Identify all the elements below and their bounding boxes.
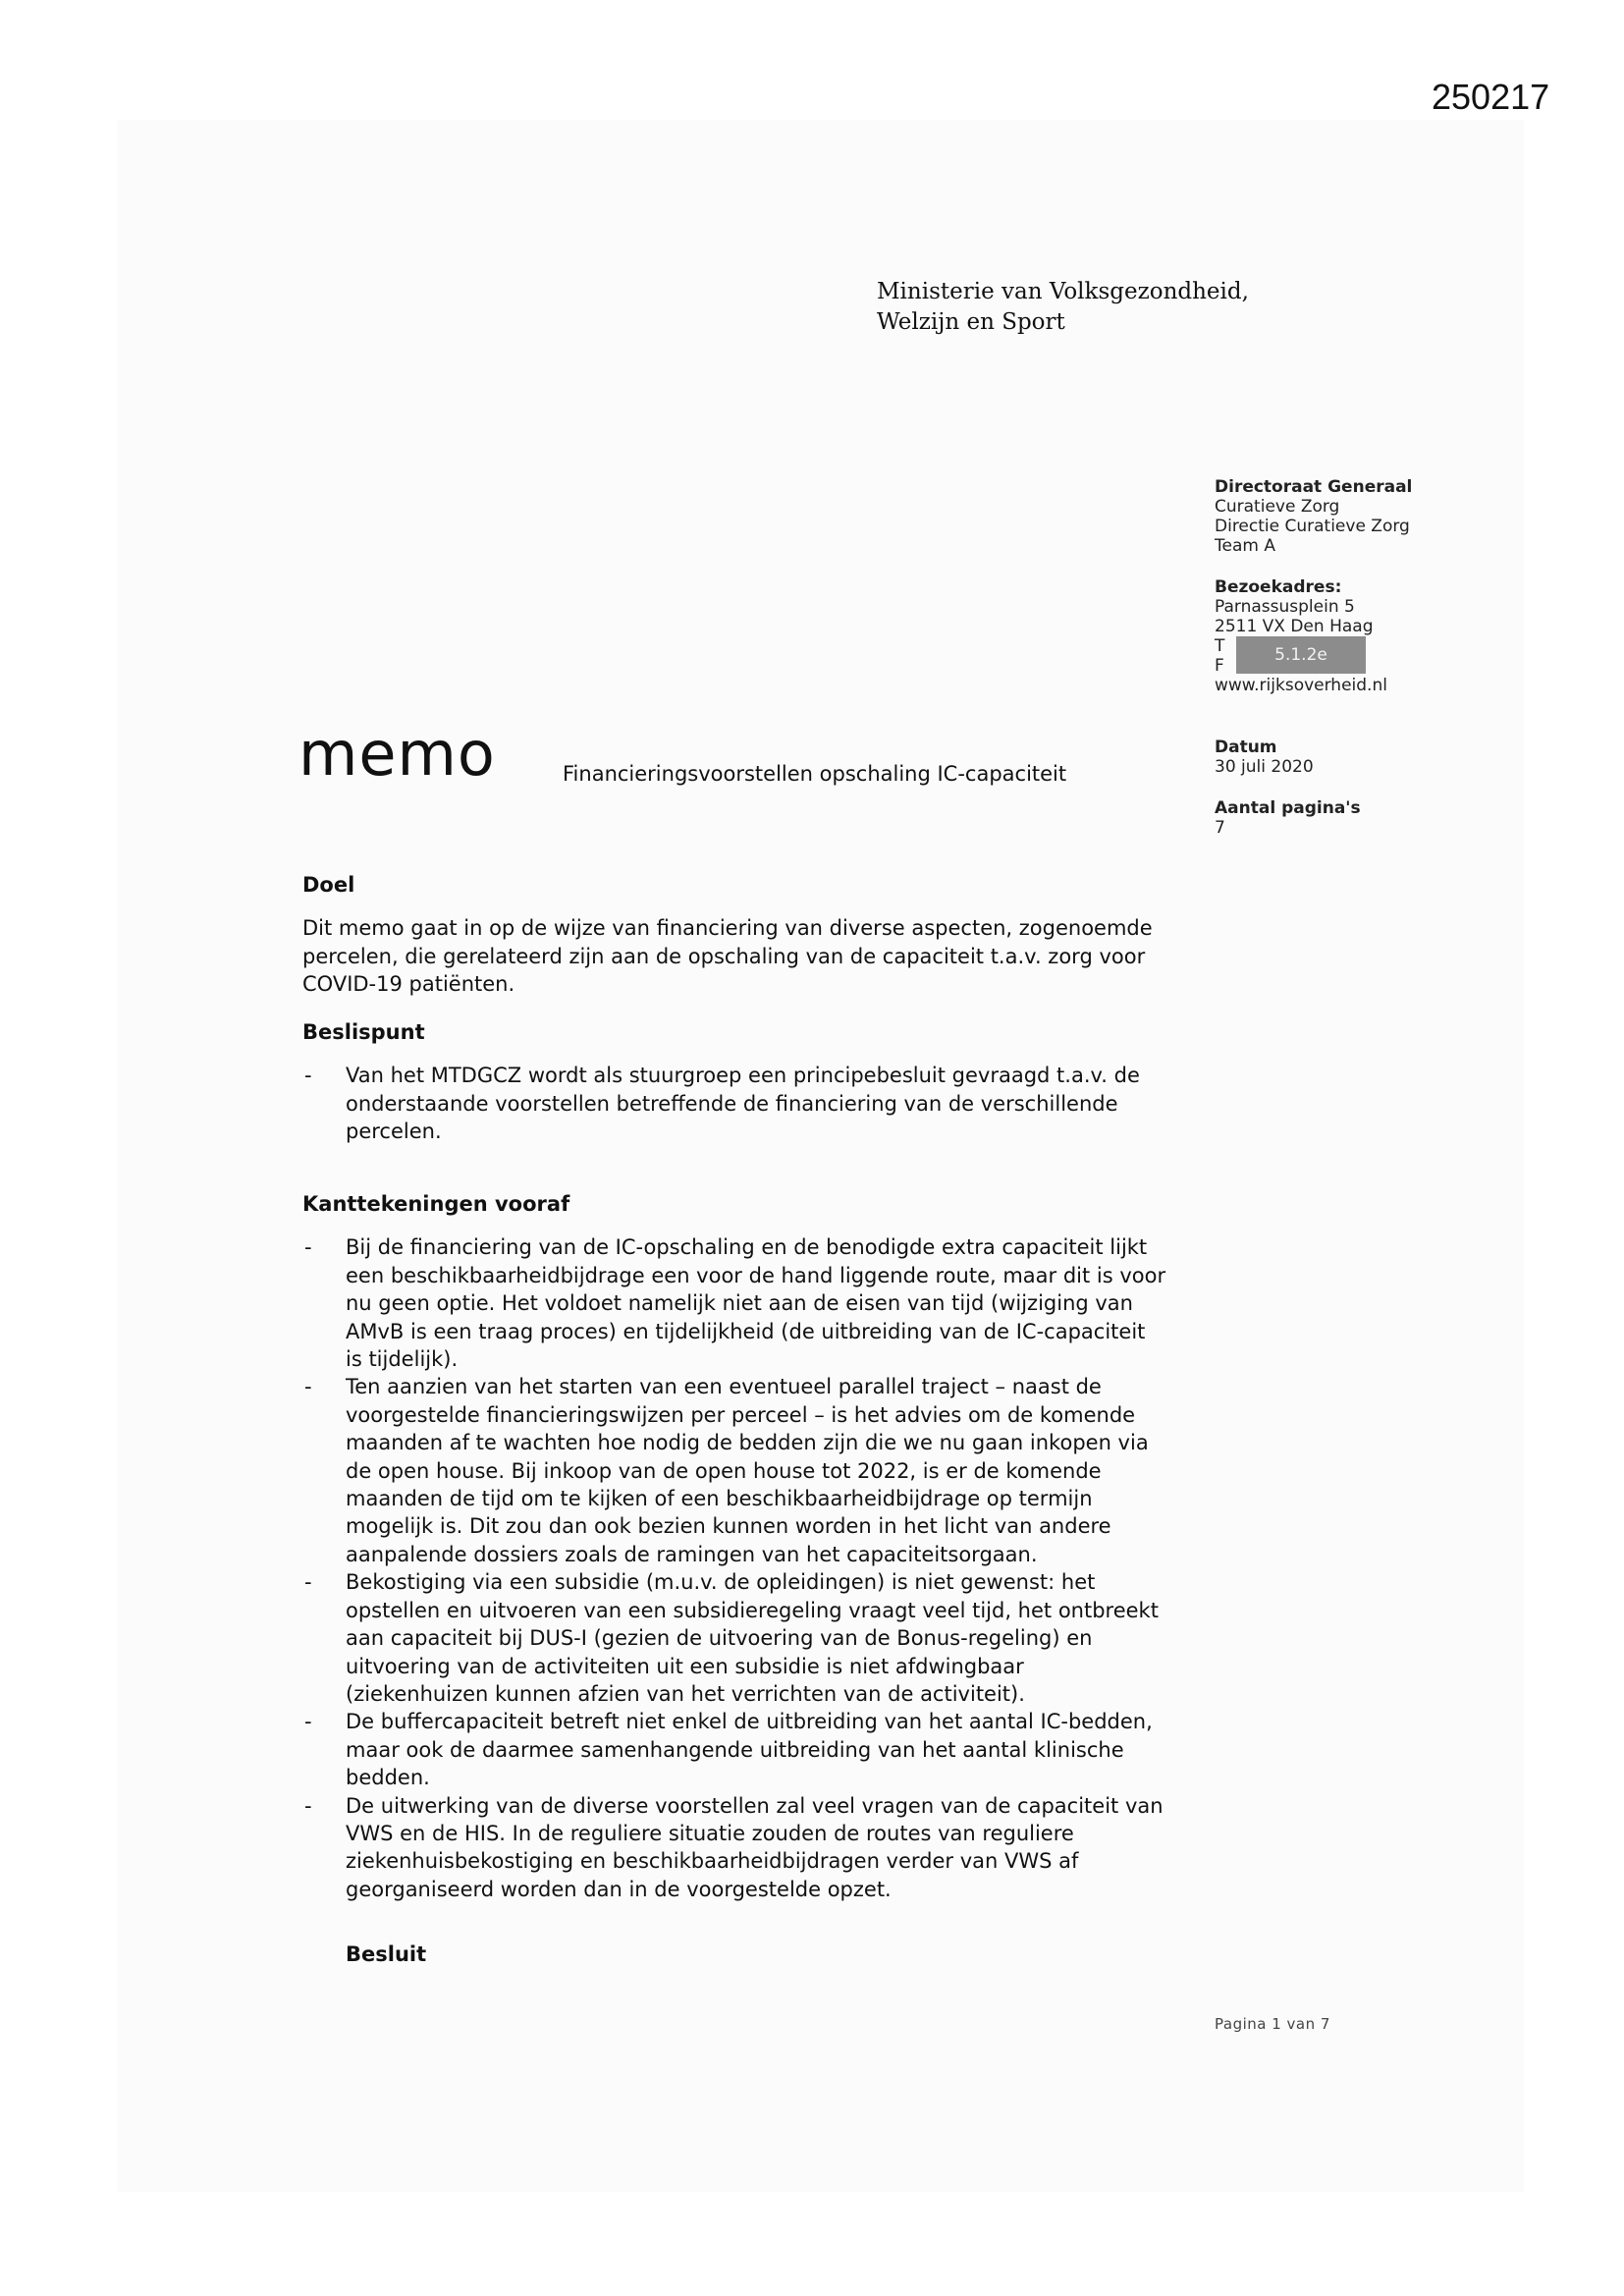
website-link[interactable]: www.rijksoverheid.nl: [1215, 676, 1387, 695]
beslispunt-heading: Beslispunt: [302, 1020, 425, 1044]
bullet-dash: -: [304, 1235, 312, 1260]
sidebar-date: [1215, 738, 1440, 777]
doel-heading: Doel: [302, 873, 355, 897]
ministry-line-2: Welzijn en Sport: [877, 309, 1065, 335]
section-besluit: [346, 1941, 1249, 1968]
list-line: uitvoering van de activiteiten uit een subsidie is niet afdwingbaar: [346, 1654, 1024, 1678]
list-line: Bekostiging via een subsidie (m.u.v. de opleidingen) is niet gewenst: het: [346, 1570, 1096, 1595]
document-number: 250217: [1432, 77, 1550, 117]
bullet-dash: -: [304, 1064, 312, 1088]
bullet-dash: -: [304, 1793, 312, 1818]
memo-subject: Financieringsvoorstellen opschaling IC-capaciteit: [563, 762, 1067, 786]
paragraph-line: COVID-19 patiënten.: [302, 972, 515, 997]
fax-prefix: F: [1215, 656, 1224, 676]
pages-label: Aantal pagina's: [1215, 798, 1361, 818]
list-line: De buffercapaciteit betreft niet enkel de uitbreiding van het aantal IC-bedden,: [346, 1710, 1153, 1734]
list-line: AMvB is een traag proces) en tijdelijkheid (de uitbreiding van de IC-capaciteit: [346, 1319, 1146, 1343]
list-line: maanden de tijd om te kijken of een beschikbaarheidbijdrage op termijn: [346, 1487, 1093, 1511]
phone-row: [1215, 636, 1440, 665]
org-label: Directoraat Generaal: [1215, 477, 1413, 497]
list-line: opstellen en uitvoeren van een subsidieregeling vraagt veel tijd, het ontbreekt: [346, 1598, 1159, 1622]
section-kanttekeningen: [302, 1190, 1206, 1903]
list-line: aanpalende dossiers zoals de ramingen van het capaciteitsorgaan.: [346, 1542, 1038, 1566]
list-line: De uitwerking van de diverse voorstellen zal veel vragen van de capaciteit van: [346, 1793, 1164, 1818]
bullet-dash: -: [304, 1375, 312, 1399]
paragraph-line: Dit memo gaat in op de wijze van financiering van diverse aspecten, zogenoemde: [302, 916, 1153, 941]
list-line: de open house. Bij inkoop van de open house tot 2022, is er de komende: [346, 1458, 1102, 1483]
org-line: Team A: [1215, 536, 1275, 556]
list-line: ziekenhuisbekostiging en beschikbaarheidbijdragen verder van VWS af: [346, 1849, 1079, 1874]
sidebar-organisation: [1215, 477, 1440, 556]
list-line: een beschikbaarheidbijdrage een voor de hand liggende route, maar dit is voor: [346, 1263, 1166, 1287]
section-doel: [302, 871, 1206, 999]
list-line: bedden.: [346, 1766, 430, 1790]
list-item: [302, 1062, 1206, 1145]
list-item: [302, 1233, 1206, 1373]
ministry-logo-text: [877, 277, 1249, 338]
list-line: (ziekenhuizen kunnen afzien van het verrichten van de activiteit).: [346, 1681, 1025, 1706]
list-line: VWS en de HIS. In de reguliere situatie zouden de routes van reguliere: [346, 1821, 1074, 1845]
phone-prefix: T: [1215, 636, 1225, 656]
paragraph-line: percelen, die gerelateerd zijn aan de opschaling van de capaciteit t.a.v. zorg voor: [302, 944, 1146, 968]
list-line: maar ook de daarmee samenhangende uitbreiding van het aantal klinische: [346, 1737, 1124, 1762]
list-line: georganiseerd worden dan in de voorgestelde opzet.: [346, 1877, 892, 1901]
list-line: mogelijk is. Dit zou dan ook bezien kunnen worden in het licht van andere: [346, 1514, 1111, 1539]
page-footer: Pagina 1 van 7: [1215, 2015, 1330, 2033]
org-line: Directie Curatieve Zorg: [1215, 517, 1410, 536]
list-line: Van het MTDGCZ wordt als stuurgroep een principebesluit gevraagd t.a.v. de: [346, 1064, 1140, 1088]
list-item: [302, 1708, 1206, 1791]
org-line: Curatieve Zorg: [1215, 497, 1340, 517]
list-item: [302, 1792, 1206, 1904]
ministry-line-1: Ministerie van Volksgezondheid,: [877, 279, 1249, 304]
bullet-dash: -: [304, 1710, 312, 1734]
list-line: aan capaciteit bij DUS-I (gezien de uitvoering van de Bonus-regeling) en: [346, 1626, 1093, 1651]
date-value: 30 juli 2020: [1215, 757, 1314, 777]
kanttekeningen-heading: Kanttekeningen vooraf: [302, 1192, 570, 1216]
list-line: onderstaande voorstellen betreffende de financiering van de verschillende: [346, 1091, 1118, 1116]
list-line: voorgestelde financieringswijzen per perceel – is het advies om de komende: [346, 1402, 1136, 1427]
redaction-code: 5.1.2e: [1274, 645, 1327, 665]
section-beslispunt: [302, 1018, 1206, 1146]
list-line: percelen.: [346, 1120, 442, 1144]
list-item: [302, 1568, 1206, 1708]
list-line: nu geen optie. Het voldoet namelijk niet aan de eisen van tijd (wijziging van: [346, 1291, 1133, 1316]
list-line: Bij de financiering van de IC-opschaling en de benodigde extra capaciteit lijkt: [346, 1235, 1148, 1260]
list-line: is tijdelijk).: [346, 1347, 459, 1372]
address-line: 2511 VX Den Haag: [1215, 617, 1374, 636]
memo-title: memo: [298, 718, 496, 790]
bullet-dash: -: [304, 1570, 312, 1595]
redaction-box: [1236, 636, 1366, 674]
sidebar-pages: [1215, 798, 1440, 838]
sidebar-address: [1215, 577, 1440, 695]
list-line: Ten aanzien van het starten van een eventueel parallel traject – naast de: [346, 1375, 1102, 1399]
besluit-heading: Besluit: [346, 1942, 427, 1966]
pages-value: 7: [1215, 818, 1225, 838]
list-line: maanden af te wachten hoe nodig de bedden zijn die we nu gaan inkopen via: [346, 1431, 1149, 1455]
address-line: Parnassusplein 5: [1215, 597, 1355, 617]
date-label: Datum: [1215, 738, 1277, 757]
list-item: [302, 1373, 1206, 1568]
address-label: Bezoekadres:: [1215, 577, 1342, 597]
